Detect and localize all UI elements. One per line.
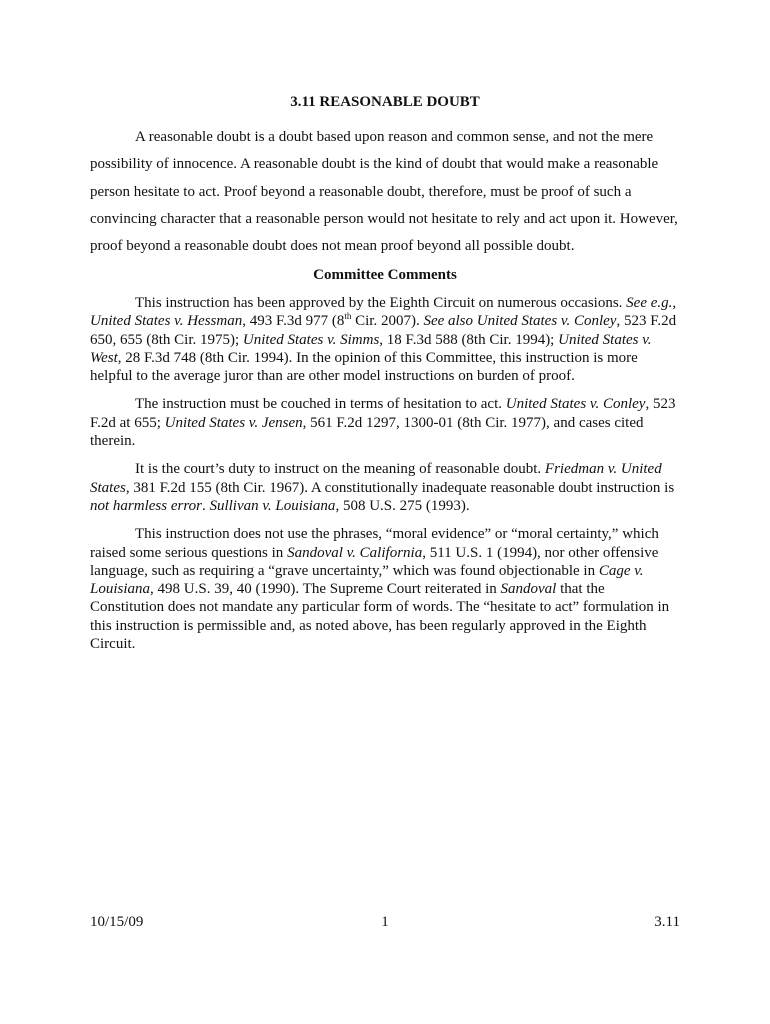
case-citation: United States v. Simms bbox=[242, 331, 380, 348]
comment-text: , 561 F.2d 1297, 1300-01 (8th Cir. 1977), and cases cited therein. bbox=[90, 414, 644, 450]
comment-text: , 498 U.S. 39, 40 (1990). The Supreme Court reiterated in bbox=[150, 581, 501, 598]
comment-paragraph-1 bbox=[90, 294, 680, 385]
comment-text: The instruction must be couched in terms of hesitation to act. bbox=[135, 396, 506, 413]
comment-text: Cir. 2007). bbox=[351, 313, 424, 330]
footer-date: 10/15/09 bbox=[90, 914, 144, 930]
comment-text: This instruction does not use the phrases, “moral evidence” or “moral certainty,” which raised some serious questions in bbox=[90, 526, 659, 561]
case-citation: Cage v. Louisiana bbox=[90, 562, 644, 598]
comment-text: , 523 F.2d at 655; bbox=[90, 396, 676, 431]
case-citation: United States v. Conley bbox=[505, 396, 646, 413]
page-title: 3.11 REASONABLE DOUBT bbox=[290, 94, 480, 110]
case-citation: United States v. West bbox=[90, 331, 652, 366]
comments-section bbox=[90, 294, 680, 663]
comment-text: that the Constitution does not mandate any particular form of words. The “hesitate to act” formulation in this instruction is permissible and, as noted above, has been regularly approved in the Eighth Circuit. bbox=[90, 581, 670, 653]
comment-text: , 18 F.3d 588 (8th Cir. 1994); bbox=[379, 331, 559, 348]
case-citation: See e.g., United States v. Hessman bbox=[90, 295, 677, 330]
comment-text: This instruction has been approved by the Eighth Circuit on numerous occasions. bbox=[135, 295, 627, 311]
footer-section: 3.11 bbox=[654, 914, 680, 930]
case-citation: Sandoval v. California bbox=[287, 544, 423, 561]
comment-text: , 381 F.2d 155 (8th Cir. 1967). A constitutionally inadequate reasonable doubt instruction is bbox=[125, 479, 675, 496]
comment-text: , 508 U.S. 275 (1993). bbox=[335, 497, 470, 514]
case-citation: Friedman v. United States bbox=[90, 461, 662, 496]
comment-text: , 493 F.3d 977 (8 bbox=[242, 313, 345, 330]
emphasis-text: not harmless error bbox=[90, 497, 202, 514]
comment-paragraph-3 bbox=[90, 460, 680, 515]
comment-text: , 511 U.S. 1 (1994), nor other offensive language, such as requiring a “grave uncertainty,” which was found objectionable in bbox=[90, 544, 659, 579]
case-citation: See also United States v. Conley bbox=[423, 313, 617, 330]
comment-text: , 28 F.3d 748 (8th Cir. 1994). In the opinion of this Committee, this instruction is more helpful to the average juror than are other model instructions on burden of proof. bbox=[90, 349, 638, 385]
comment-text: It is the court’s duty to instruct on the meaning of reasonable doubt. bbox=[135, 461, 545, 478]
case-citation: Sullivan v. Louisiana bbox=[209, 497, 336, 514]
case-citation: United States v. Jensen bbox=[164, 414, 303, 431]
comment-text: , 523 F.2d 650, 655 (8th Cir. 1975); bbox=[90, 313, 677, 348]
comment-paragraph-2 bbox=[90, 395, 680, 450]
instruction-paragraph: A reasonable doubt is a doubt based upon reason and common sense, and not the mere possibility of innocence. A reasonable doubt is the kind of doubt that would make a reasonable person hesitate to act. Proof beyond a reasonable doubt, therefore, must be proof of such a convincing character that a reasonable person would not hesitate to rely and act upon it. However, proof beyond a reasonable doubt does not mean proof beyond all possible doubt. bbox=[90, 129, 678, 255]
case-citation: Sandoval bbox=[500, 581, 557, 598]
ordinal-suffix: th bbox=[344, 311, 352, 322]
comment-paragraph-4 bbox=[90, 525, 680, 653]
footer-page-number: 1 bbox=[381, 914, 389, 930]
comment-text: . bbox=[201, 497, 210, 514]
comments-heading: Committee Comments bbox=[313, 267, 457, 283]
